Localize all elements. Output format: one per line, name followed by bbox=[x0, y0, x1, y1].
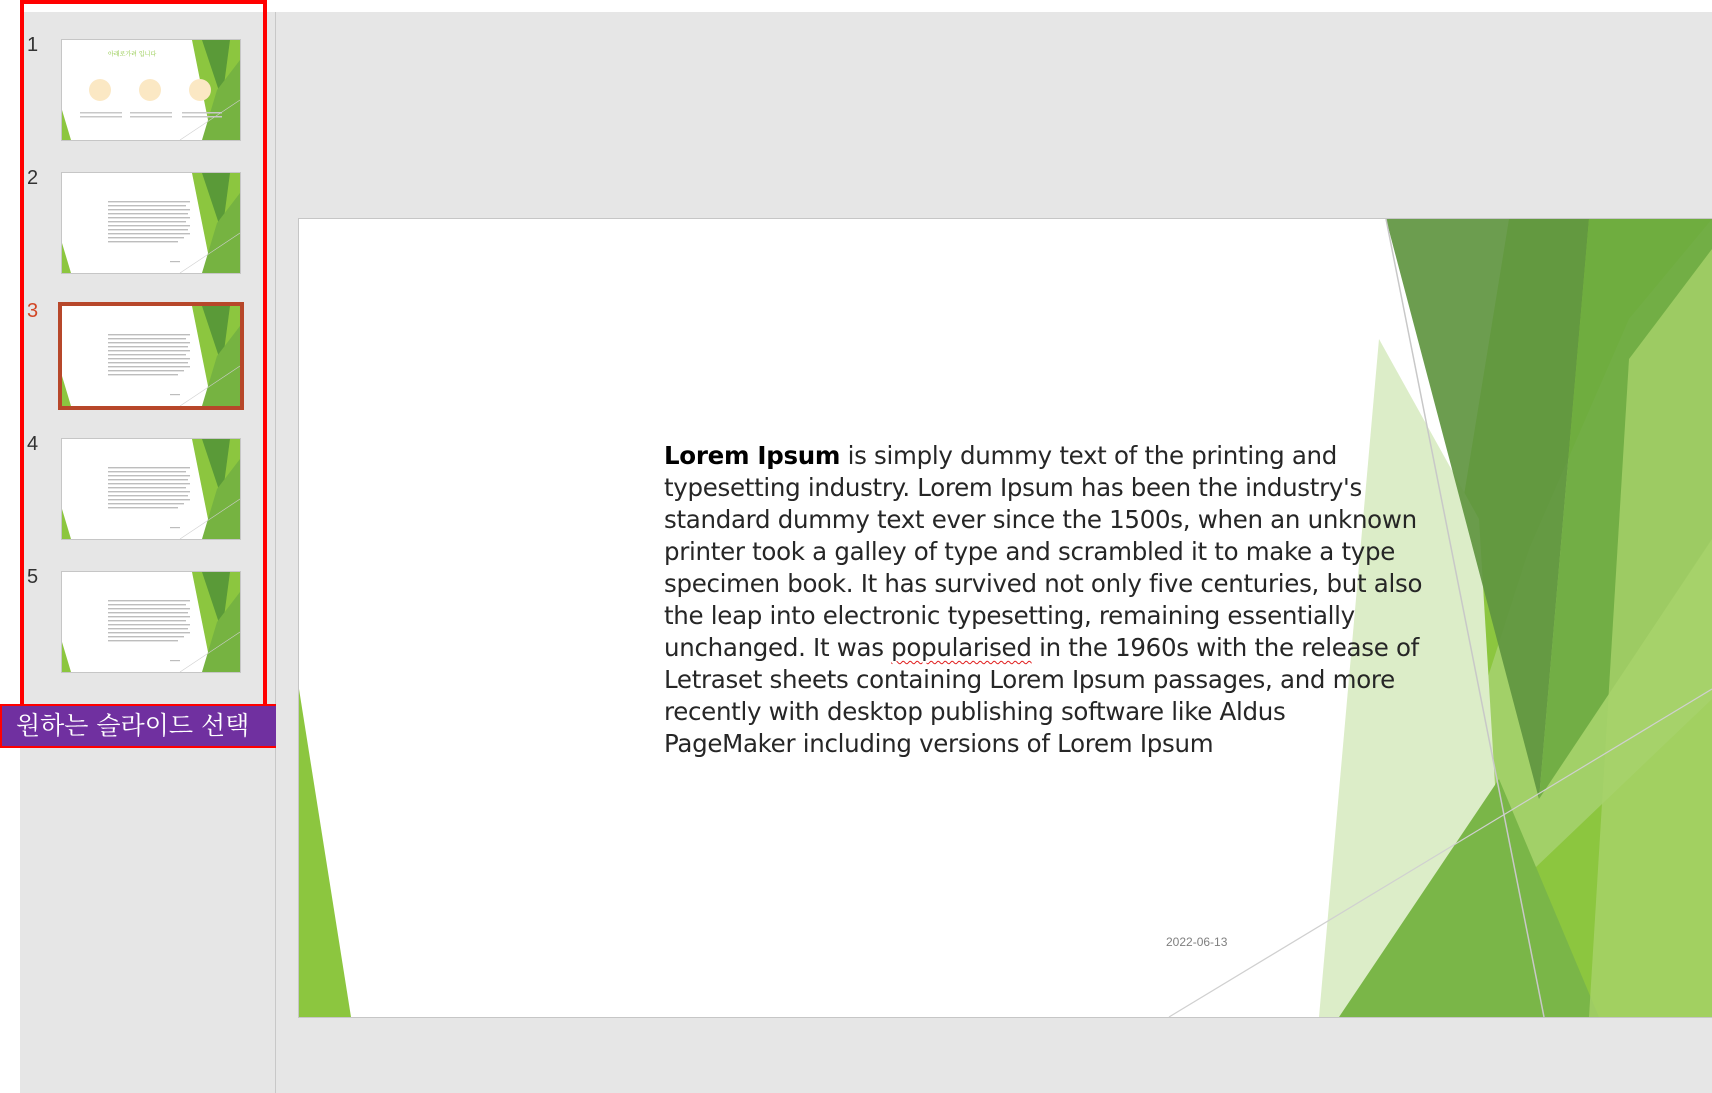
slide-text-part2: in the 1960s with the release of Letraset sheets containing Lorem Ipsum passages, and more recently with desktop publishing software like Aldus PageMaker including versions of Lorem Ipsum bbox=[664, 633, 1420, 758]
current-slide[interactable] bbox=[299, 219, 1712, 1017]
slide-thumbnail-4[interactable] bbox=[62, 439, 240, 539]
annotation-callout: 원하는 슬라이드 선택 bbox=[0, 704, 289, 748]
thumbnail-2-graphic bbox=[62, 173, 240, 273]
slide-date-footer[interactable]: 2022-06-13 bbox=[1166, 935, 1228, 949]
top-edge bbox=[0, 0, 1712, 12]
thumbnail-3-graphic bbox=[62, 306, 240, 406]
slide-text-part1: is simply dummy text of the printing and typesetting industry. Lorem Ipsum has been the industry's standard dummy text ever since the 1500s, when an unknown printer took a galley of type and scrambled it to make a type specimen book. It has survived not only five centuries, but also the leap into electronic typesetting, remaining essentially unchanged. It was bbox=[664, 441, 1423, 662]
thumbnail-number-2: 2 bbox=[27, 167, 39, 189]
thumbnail-number-3: 3 bbox=[27, 300, 39, 322]
thumbnail-1-title: 아래로가려 입니다 bbox=[108, 51, 157, 58]
thumbnail-5-graphic bbox=[62, 572, 240, 672]
slide-thumbnail-3[interactable] bbox=[62, 306, 240, 406]
slide-thumbnail-1[interactable] bbox=[62, 40, 240, 140]
spellcheck-flagged-word[interactable]: popularised bbox=[891, 633, 1032, 662]
slide-thumbnail-5[interactable] bbox=[62, 572, 240, 672]
thumbnail-number-1: 1 bbox=[27, 34, 39, 56]
slide-bold-lead: Lorem Ipsum bbox=[664, 441, 841, 470]
thumbnail-number-4: 4 bbox=[27, 433, 39, 455]
slide-thumbnail-2[interactable] bbox=[62, 173, 240, 273]
slide-body-text[interactable] bbox=[664, 440, 1424, 760]
left-edge bbox=[0, 0, 20, 1093]
thumbnail-number-5: 5 bbox=[27, 566, 39, 588]
thumbnail-4-graphic bbox=[62, 439, 240, 539]
